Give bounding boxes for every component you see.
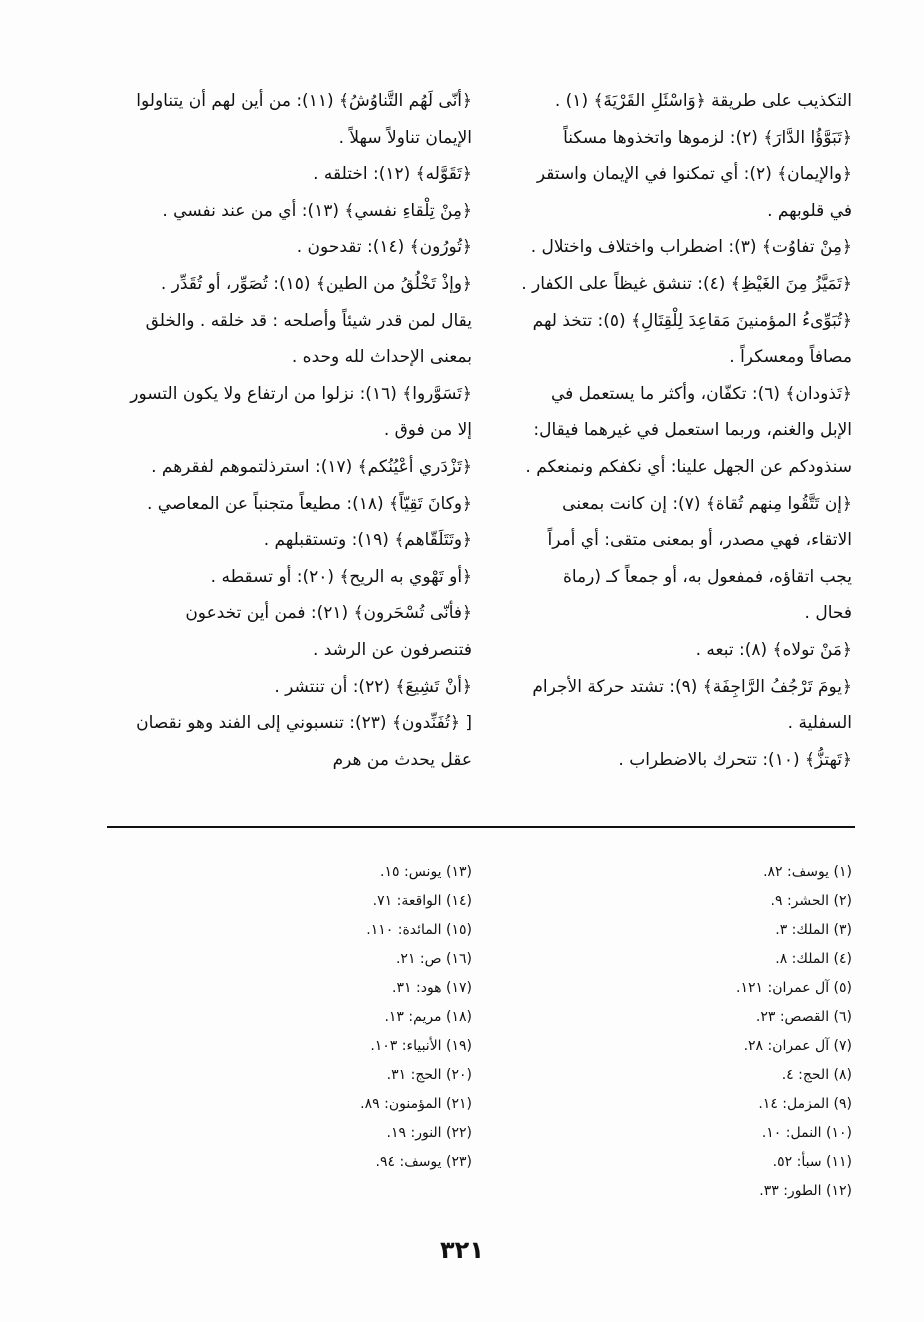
text-line: فحال . [804,603,852,624]
text-line: الإيمان تناولاً سهلاً . [338,127,472,148]
footnote: (٢١) المؤمنون: ٨٩. [360,1096,472,1112]
footnote: (١٠) النمل: ١٠. [761,1125,852,1141]
footnote: (١) يوسف: ٨٢. [763,864,852,880]
text-line: ﴿إن تَتَّقُوا مِنهم تُقاة﴾ (٧): إن كانت بمعنى [562,493,852,514]
text-line: الاتقاء، فهي مصدر، أو بمعنى متقى: أي أمراً [547,530,852,551]
text-line: ﴿فأنّى تُسْحَرون﴾ (٢١): فمن أين تخدعون [185,603,472,624]
footnotes-left-column [172,858,472,1177]
text-line: ﴿تُورُون﴾ (١٤): تقدحون . [296,237,472,258]
text-line: يجب اتقاؤه، فمفعول به، أو جمعاً كـ (رماة [562,566,852,587]
footnote: (٧) آل عمران: ٢٨. [743,1038,852,1054]
footnote: (٤) الملك: ٨. [775,951,852,967]
text-line: ﴿يومَ تَرْجُفُ الرَّاجِفَة﴾ (٩): تشتد حركة الأجرام [532,676,852,697]
page-number: ٣٢١ [440,1236,484,1264]
footnote: (٨) الحج: ٤. [781,1067,852,1083]
text-line: ﴿أو تَهْوي به الريح﴾ (٢٠): أو تسقطه . [210,566,472,587]
footnote: (١٧) هود: ٣١. [392,980,472,996]
text-line: سنذودكم عن الجهل علينا: أي نكفكم ونمنعكم . [525,456,852,477]
text-line: ﴿وإذْ تَخْلُقُ من الطين﴾ (١٥): تُصَوِّر، أو تُقَدِّر . [160,273,472,294]
text-line: ﴿مَنْ تولاه﴾ (٨): تبعه . [695,639,852,660]
footnote: (١١) سبأ: ٥٢. [772,1154,852,1170]
footnote: (٥) آل عمران: ١٢١. [736,980,852,996]
text-line: ﴿أنّى لَهُم التَّناوُشُ﴾ (١١): من أين لهم أن يتناولوا [136,91,472,111]
text-line: ﴿مِنْ تِلْقاءِ نفسي﴾ (١٣): أي من عند نفسي . [162,200,472,221]
footnote: (٢) الحشر: ٩. [770,893,852,909]
footnote: (١٩) الأنبياء: ١٠٣. [370,1038,472,1054]
text-line: ﴿تَمَيَّزُ مِنَ الغَيْظِ﴾ (٤): تنشق غيظاً على الكفار . [521,273,852,294]
text-line: فتنصرفون عن الرشد . [312,639,472,660]
text-line: ﴿والإيمان﴾ (٢): أي تمكنوا في الإيمان واستقر [536,164,852,185]
text-line: في قلوبهم . [767,200,852,221]
text-line: ﴿تَبَوَّؤُا الدَّارَ﴾ (٢): لزموها واتخذوها مسكناً [563,127,852,148]
text-line: ﴿تَذودان﴾ (٦): تكفّان، وأكثر ما يستعمل في [550,383,852,404]
text-line: مصافاً ومعسكراً . [729,347,852,368]
text-line: بمعنى الإحداث لله وحده . [291,347,472,368]
text-line: ﴿أنْ تَشِيعَ﴾ (٢٢): أن تنتشر . [274,676,472,697]
text-line: ﴿وكانَ تَقِيّاً﴾ (١٨): مطيعاً متجنباً عن المعاصي . [146,493,472,514]
footnote: (٢٣) يوسف: ٩٤. [375,1154,472,1170]
text-line: التكذيب على طريقة ﴿وَاسْئَلِ القَرْيَةَ﴾ (١) . [554,91,852,111]
footnote: (٦) القصص: ٢٣. [755,1009,852,1025]
footnote: (١٦) ص: ٢١. [395,951,472,967]
main-text-right-column [486,83,852,778]
footnotes-right-column [552,858,852,1206]
text-line: الإبل والغنم، وربما استعمل في غيرهما فيقال: [533,420,852,441]
text-line: عقل يحدث من هرم [332,749,472,770]
footnote: (١٤) الواقعة: ٧١. [372,893,472,909]
footnote: (١٢) الطور: ٣٣. [759,1183,852,1199]
text-line: [ ﴿تُفَنِّدون﴾ (٢٣): تنسبوني إلى الفند وهو نقصان [136,713,472,734]
text-line: ﴿وتَتَلَقّاهم﴾ (١٩): وتستقبلهم . [263,530,472,551]
text-line: يقال لمن قدر شيئاً وأصلحه : قد خلقه . والخلق [145,310,472,331]
text-line: السفلية . [787,713,852,734]
footnote: (٩) المزمل: ١٤. [758,1096,852,1112]
text-line: ﴿تَزْدَري أعْيُنُكم﴾ (١٧): استرذلتموهم لفقرهم . [151,456,472,477]
text-line: ﴿تَهتزُّ﴾ (١٠): تتحرك بالاضطراب . [618,749,852,770]
footnote: (١٥) المائدة: ١١٠. [366,922,472,938]
text-line: ﴿تَقَوَّله﴾ (١٢): اختلقه . [313,164,472,185]
text-line: ﴿تُبَوِّىءُ المؤمنينَ مَقاعِدَ لِلْقِتَالِ﴾ (٥): تتخذ لهم [532,310,852,331]
footnote: (١٣) يونس: ١٥. [380,864,472,880]
footnote: (٢٢) النور: ١٩. [386,1125,472,1141]
footnote: (٢٠) الحج: ٣١. [386,1067,472,1083]
text-line: ﴿تَسَوَّروا﴾ (١٦): نزلوا من ارتفاع ولا يكون التسور [130,383,472,404]
footnote-divider [107,826,855,828]
main-text-left-column [106,83,472,778]
text-line: إلا من فوق . [383,420,472,441]
text-line: ﴿مِنْ تفاوُت﴾ (٣): اضطراب واختلاف واختلال . [530,237,852,258]
footnote: (٣) الملك: ٣. [775,922,852,938]
footnote: (١٨) مريم: ١٣. [384,1009,472,1025]
